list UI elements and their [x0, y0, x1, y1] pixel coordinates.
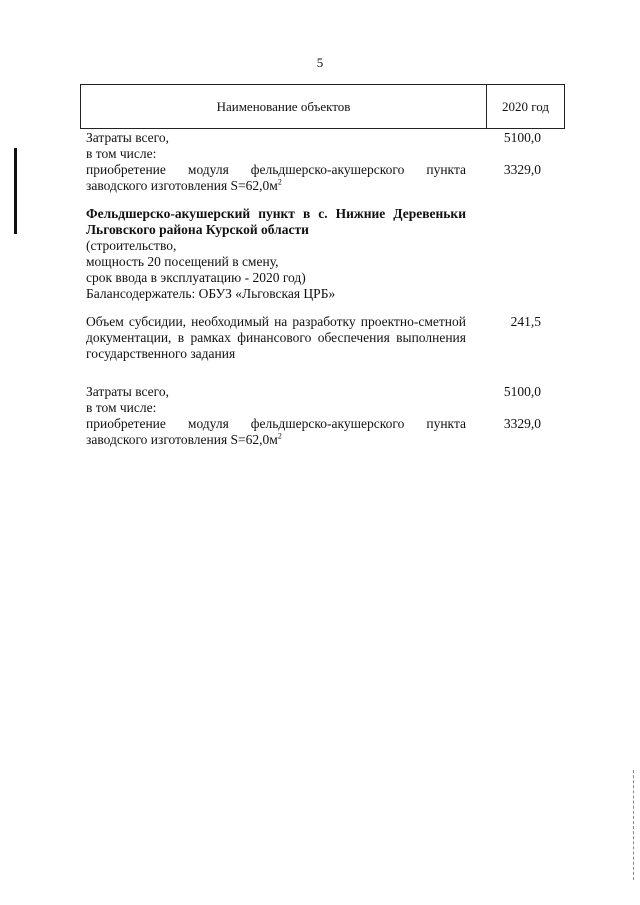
- including-label: в том числе:: [86, 400, 157, 415]
- purchase-row: [86, 162, 541, 194]
- purchase-text: приобретение модуля фельдшерско-акушерского пункта заводского изготовления $S=62,0м^2$: [86, 162, 466, 193]
- page-number: 5: [316, 55, 324, 70]
- document-body: [86, 130, 541, 448]
- total-costs-label: Затраты всего,: [86, 130, 169, 145]
- total-costs-row: [86, 130, 541, 146]
- purchase-value: 3329,0: [503, 162, 541, 177]
- total-costs-value: 5100,0: [503, 130, 541, 145]
- object-detail-row: [86, 270, 541, 286]
- object-title-row: [86, 206, 541, 238]
- object-detail-2: мощность 20 посещений в смену,: [86, 254, 279, 269]
- including-label: в том числе:: [86, 146, 157, 161]
- subsidy-row: [86, 314, 541, 362]
- table-header: [80, 84, 565, 129]
- object-detail-1: (строительство,: [86, 238, 177, 253]
- object-detail-row: [86, 286, 541, 302]
- total-costs-row: [86, 384, 541, 400]
- object-detail-row: [86, 238, 541, 254]
- total-costs-value: 5100,0: [503, 384, 541, 399]
- object-balance-holder: Балансодержатель: ОБУЗ «Льговская ЦРБ»: [86, 286, 336, 301]
- total-costs-label: Затраты всего,: [86, 384, 169, 399]
- column-header-year: 2020 год: [502, 98, 549, 114]
- purchase-row: [86, 416, 541, 448]
- object-detail-row: [86, 254, 541, 270]
- object-title: Фельдшерско-акушерский пункт в с. Нижние Деревеньки Льговского района Курской области: [86, 206, 466, 237]
- scan-edge-marks: [633, 770, 636, 880]
- purchase-value: 3329,0: [503, 416, 541, 431]
- including-row: [86, 146, 541, 162]
- subsidy-text: Объем субсидии, необходимый на разработку проектно-сметной документации, в рамках финансового обеспечения выполнения государственного задания: [86, 314, 466, 361]
- purchase-text: приобретение модуля фельдшерско-акушерского пункта заводского изготовления $S=62,0м^2$: [86, 416, 466, 447]
- including-row: [86, 400, 541, 416]
- margin-bar: [14, 148, 17, 234]
- object-detail-3: срок ввода в эксплуатацию - 2020 год): [86, 270, 306, 285]
- column-header-name: Наименование объектов: [81, 85, 487, 128]
- subsidy-value: 241,5: [510, 314, 541, 329]
